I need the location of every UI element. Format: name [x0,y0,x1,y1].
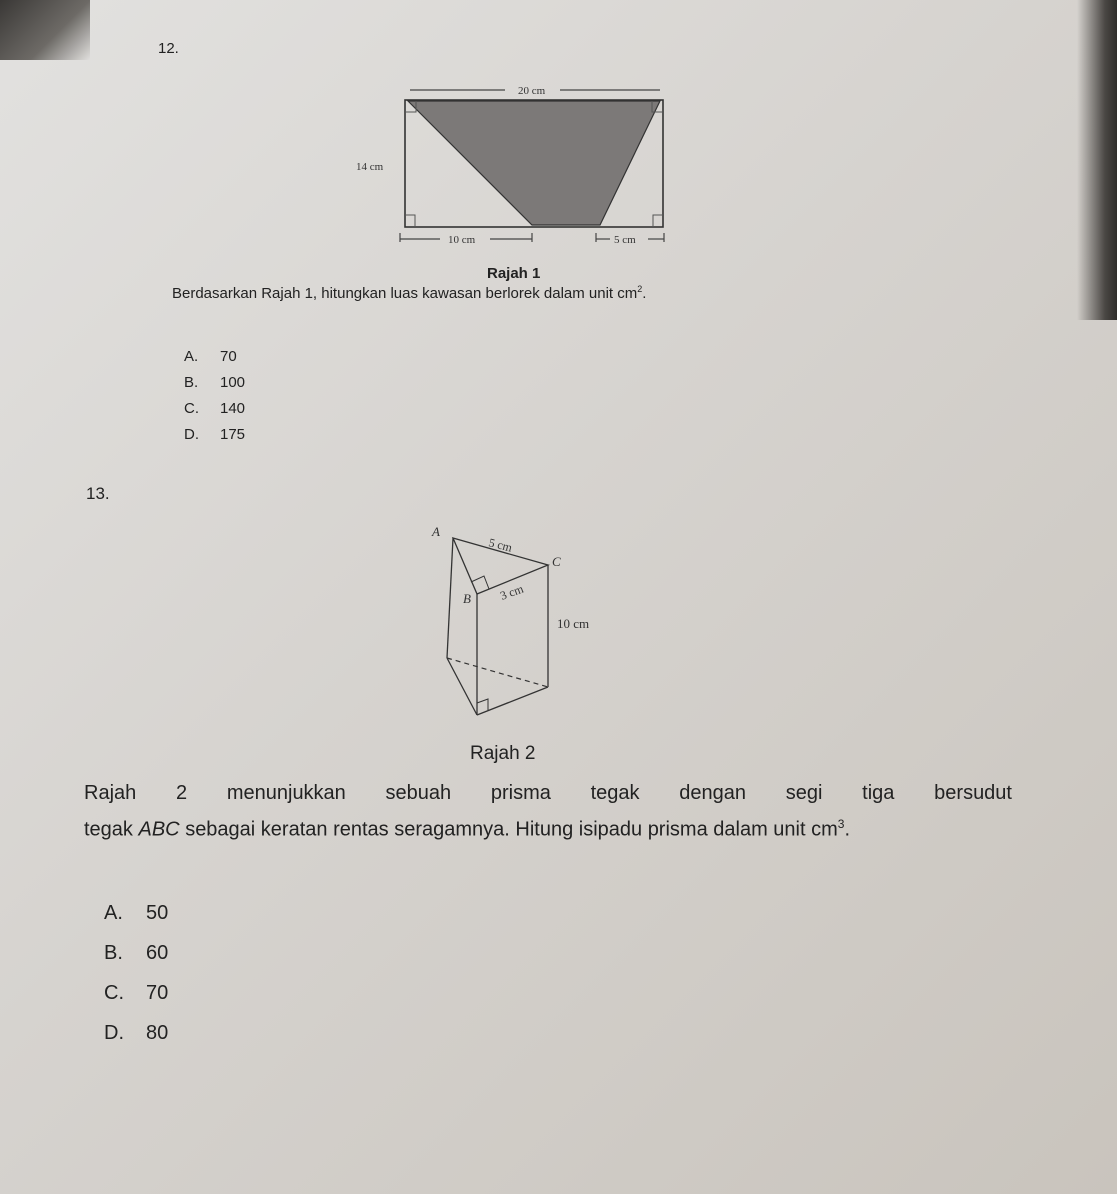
question-12-unit-exponent: 2 [637,284,643,294]
option-12-b[interactable]: B. 100 [184,374,246,391]
figure-2-caption: Rajah 2 [470,743,536,764]
option-12-d[interactable]: D. 175 [184,426,246,443]
question-13-line-1: Rajah 2 menunjukkan sebuah prisma tegak dengan segi tiga bersudut [84,782,1012,804]
bottom-left-dim-label: 10 cm [448,234,476,246]
option-13-d[interactable]: D. 80 [104,1022,169,1044]
option-12-a[interactable]: A. 70 [184,348,237,365]
option-13-a[interactable]: A. 50 [104,902,169,924]
bottom-right-dim-label: 5 cm [614,234,636,246]
triangle-abc-label: ABC [138,818,180,841]
right-angle-bottom-left [405,215,415,227]
label-10cm: 10 cm [557,616,590,631]
right-angle-bottom-right [653,215,663,227]
label-b: B [463,591,471,606]
question-13-line-2: tegak ABC sebagai keratan rentas seragamnya. Hitung isipadu prisma dalam unit $cm^3$. [84,817,851,841]
label-c: C [552,554,561,569]
option-12-c[interactable]: C. 140 [184,400,246,417]
hidden-edge [447,658,548,687]
question-12-unit: cm [617,285,638,302]
option-13-c[interactable]: C. 70 [104,982,169,1004]
question-12-body: Berdasarkan Rajah 1, hitungkan luas kawasan berlorek dalam unit [172,285,614,302]
top-dim-label: 20 cm [518,85,546,97]
question-12-text: Berdasarkan Rajah 1, hitungkan luas kawasan berlorek dalam unit $cm^2$. [172,284,647,302]
question-13-number: 13. [86,484,110,503]
label-a: A [432,524,440,539]
question-12-options [184,344,245,448]
shaded-region [408,101,660,225]
label-5cm: 5 cm [487,535,514,555]
figure-rajah-2 [0,510,1117,770]
edge-a [447,538,453,658]
question-13-options [104,893,168,1053]
label-3cm: 3 cm [498,581,526,603]
figure-1-caption: Rajah 1 [487,265,541,282]
side-dim-label: 14 cm [356,161,384,173]
option-13-b[interactable]: B. 60 [104,942,169,964]
question-12-number: 12. [158,40,179,57]
figure-rajah-1 [0,0,1117,290]
